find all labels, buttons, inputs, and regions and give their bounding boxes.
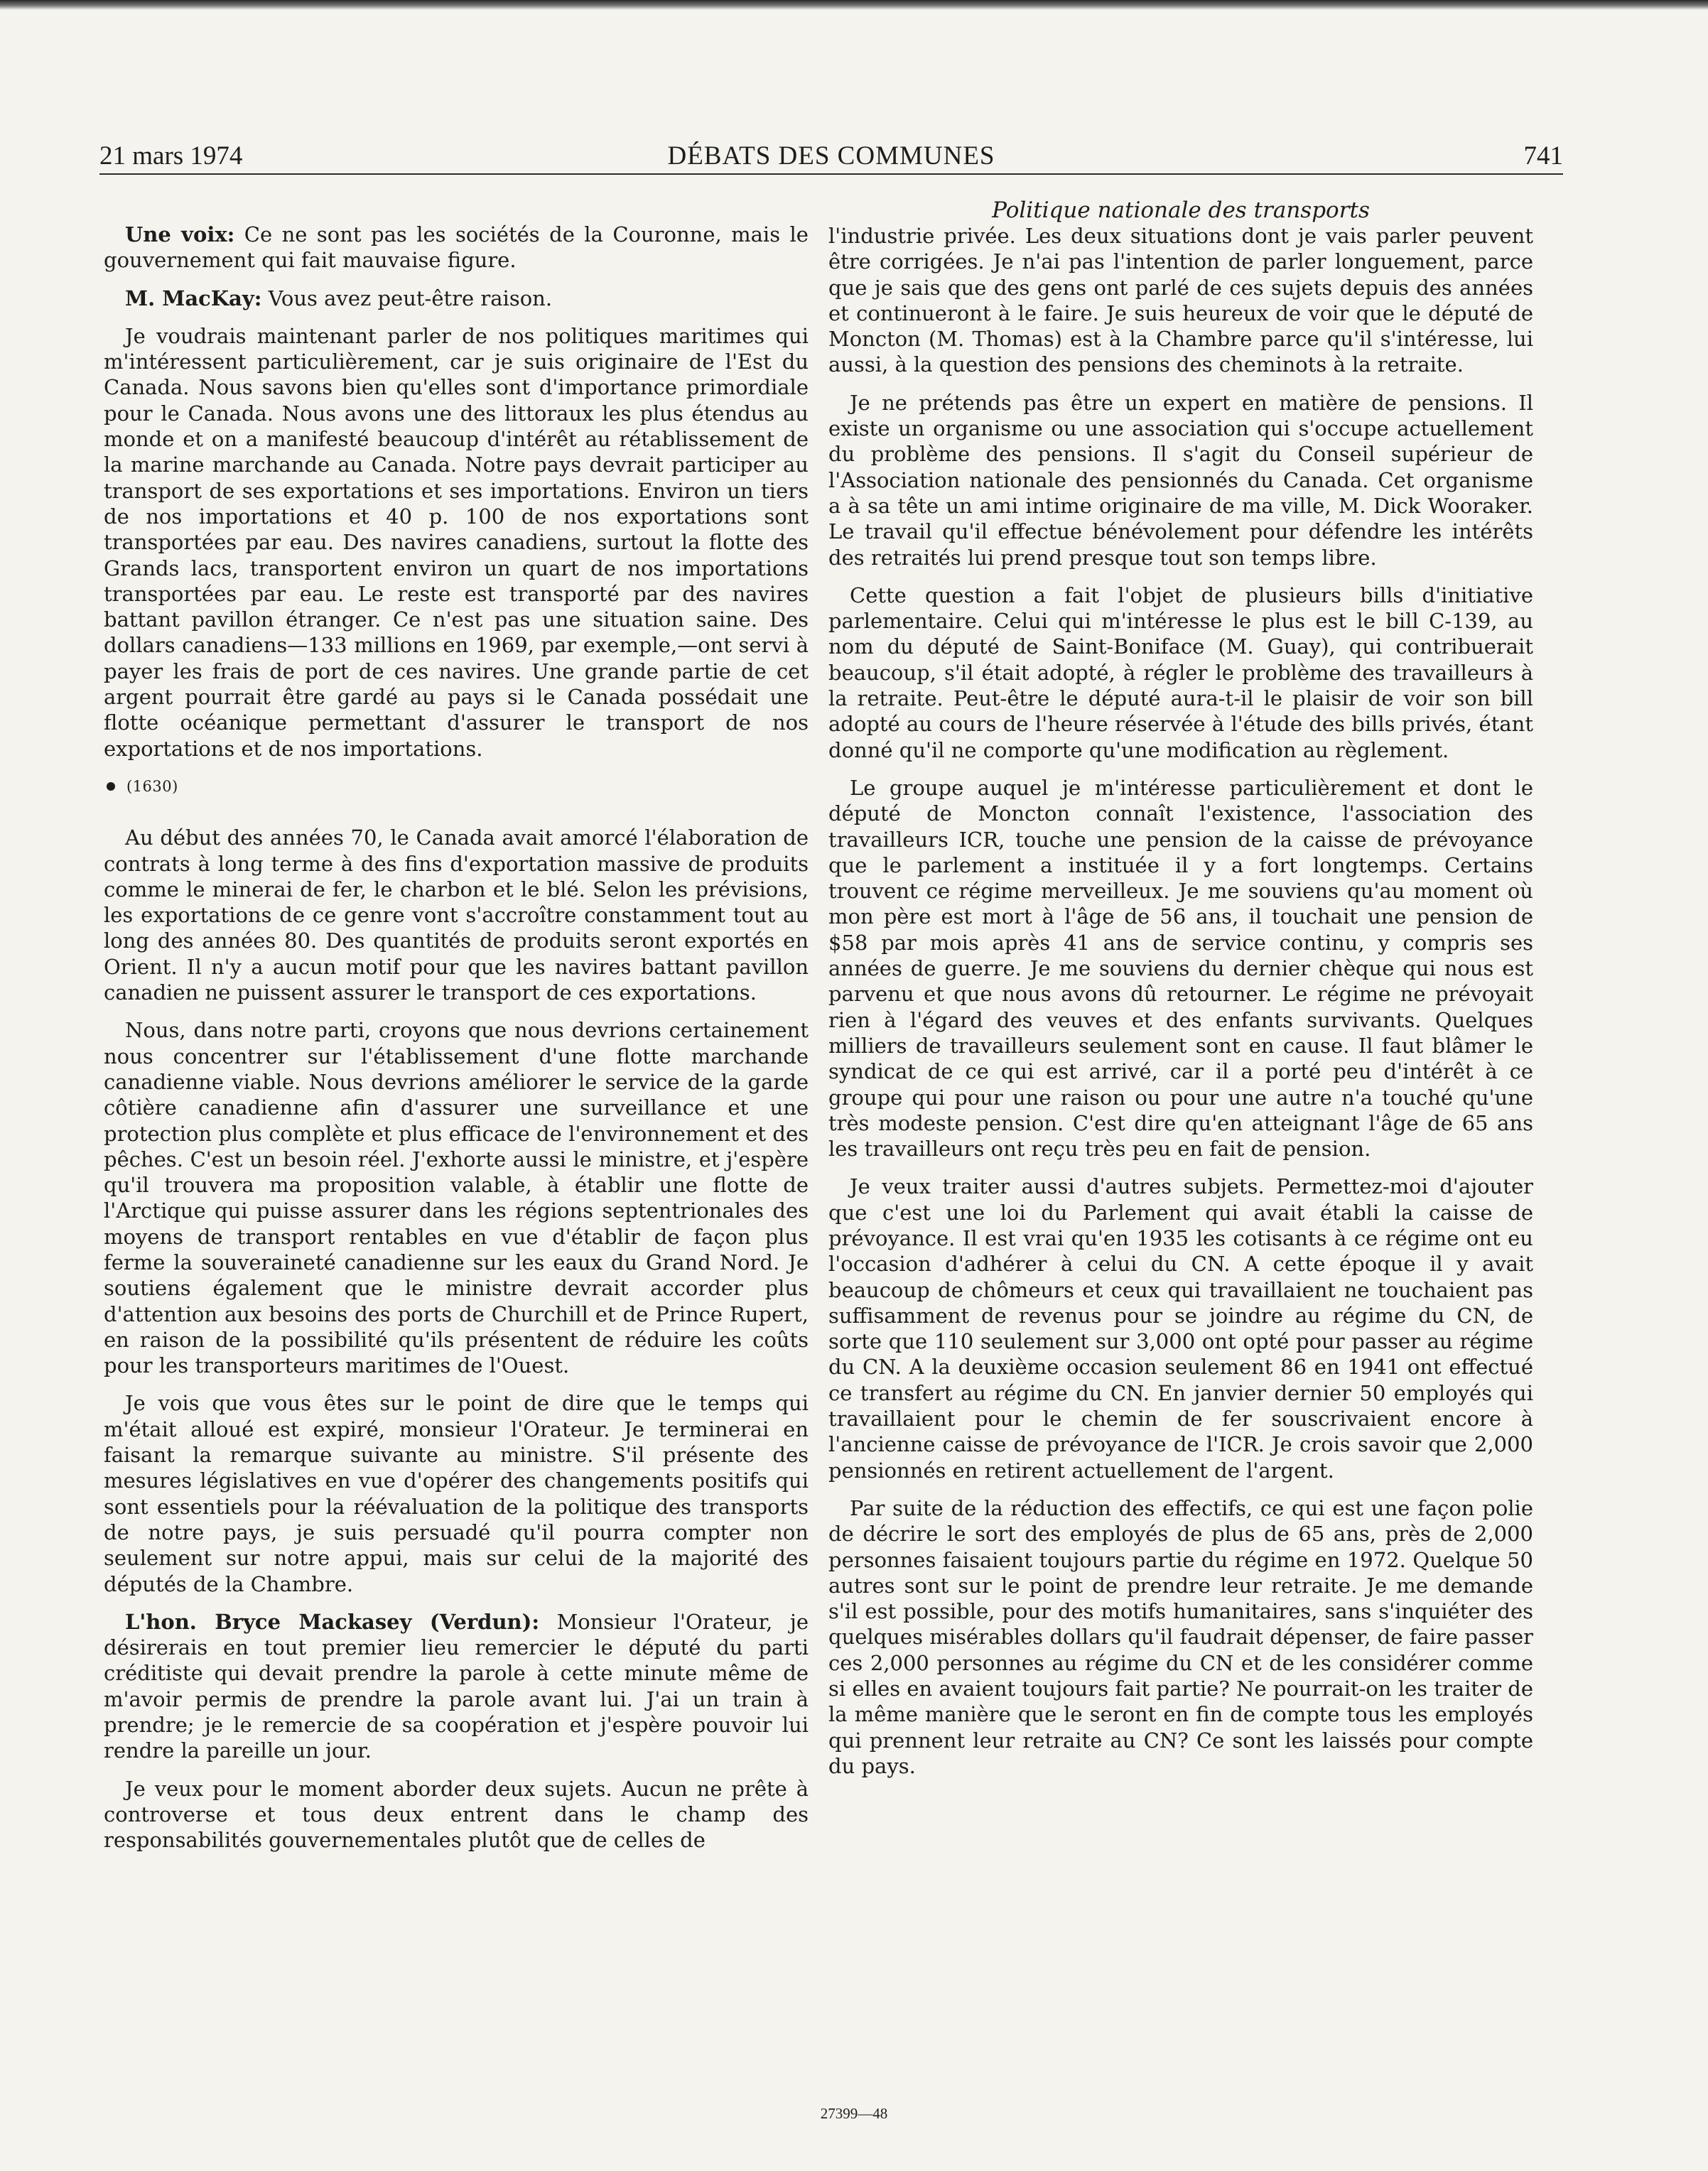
time-marker xyxy=(104,774,809,799)
header-date: 21 mars 1974 xyxy=(99,141,243,170)
speech-text: Ce ne sont pas les sociétés de la Couronne, mais le gouvernement qui fait mauvaise figure. xyxy=(104,222,809,273)
paragraph: Cette question a fait l'objet de plusieurs bills d'initiative parlementaire. Celui qui m'intéresse le plus est le bill C-139, au nom du député de Saint-Boniface (M. Guay), qui contribuerait beaucoup, s'il était adopté, à régler le problème des travailleurs à la retraite. Peut-être le député aura-t-il le plaisir de voir son bill adopté au cours de l'heure réservée à l'étude des bills privés, étant donné qu'il ne comporte qu'une modification au règlement. xyxy=(828,583,1533,762)
speaker-name: Une voix: xyxy=(125,222,235,247)
running-header xyxy=(99,138,1563,175)
speech-text: Monsieur l'Orateur, je désirerais en tout premier lieu remercier le député du parti créditiste qui devait prendre la parole à cette minute même de m'avoir permis de prendre la parole avant lui. J'ai un train à prendre; je le remercie de sa coopération et j'espère pouvoir lui rendre la pareille un jour. xyxy=(104,1609,809,1763)
speaker-name: L'hon. Bryce Mackasey (Verdun): xyxy=(125,1609,540,1634)
time-marker-text: (1630) xyxy=(126,777,178,795)
paragraph xyxy=(104,222,809,274)
footer-code: 27399—48 xyxy=(820,2105,888,2122)
paragraph: Je voudrais maintenant parler de nos politiques maritimes qui m'intéressent particulièrement, car je suis originaire de l'Est du Canada. Nous savons bien qu'elles sont d'importance primordiale pour le Canada. Nous avons une des littoraux les plus étendus au monde et on a manifesté beaucoup d'intérêt au rétablissement de la marine marchande au Canada. Notre pays devrait participer au transport de ses exportations et ses importations. Environ un tiers de nos importations et 40 p. 100 de nos exportations sont transportées par eau. Des navires canadiens, surtout la flotte des Grands lacs, transportent environ un quart de nos importations transportées par eau. Le reste est transporté par des navires battant pavillon étranger. Ce n'est pas une situation saine. Des dollars canadiens—133 millions en 1969, par exemple,—ont servi à payer les frais de port de ces navires. Une grande partie de cet argent pourrait être gardé au pays si le Canada possédait une flotte océanique permettant d'assurer le transport de nos exportations et de nos importations. xyxy=(104,323,809,761)
scan-edge xyxy=(0,0,1708,10)
paragraph xyxy=(104,286,809,311)
page-number: 741 xyxy=(1523,141,1563,170)
paragraph: Je vois que vous êtes sur le point de dire que le temps qui m'était alloué est expiré, monsieur l'Orateur. Je terminerai en faisant la remarque suivante au ministre. S'il présente des mesures législatives en vue d'opérer des changements positifs qui sont essentiels pour la réévaluation de la politique des transports de notre pays, je suis persuadé qu'il pourra compter non seulement sur notre appui, mais sur celui de la majorité des députés de la Chambre. xyxy=(104,1391,809,1596)
paragraph xyxy=(104,1609,809,1764)
section-subheading: Politique nationale des transports xyxy=(992,197,1370,223)
right-column xyxy=(828,197,1533,1791)
paragraph: Le groupe auquel je m'intéresse particulièrement et dont le député de Moncton connaît l'existence, l'association des travailleurs ICR, touche une pension de la caisse de prévoyance que le parlement a instituée il y a fort longtemps. Certains trouvent ce régime merveilleux. Je me souviens qu'au moment où mon père est mort à l'âge de 56 ans, il touchait une pension de $58 par mois après 41 ans de service continu, y compris ses années de guerre. Je me souviens du dernier chèque qui nous est parvenu et que nous avons dû retourner. Le régime ne prévoyait rien à l'égard des veuves et des enfants survivants. Quelques milliers de travailleurs seulement sont en cause. Il faut blâmer le syndicat de ce qui est arrivé, car il a porté peu d'intérêt à ce groupe qui pour une raison ou pour une autre n'a touché qu'une très modeste pension. C'est dire qu'en atteignant l'âge de 65 ans les travailleurs ont reçu très peu en fait de pension. xyxy=(828,775,1533,1162)
speaker-name: M. MacKay: xyxy=(125,286,262,310)
header-title: DÉBATS DES COMMUNES xyxy=(667,141,995,170)
paragraph: Je ne prétends pas être un expert en matière de pensions. Il existe un organisme ou une association qui s'occupe actuellement du problème des pensions. Il s'agit du Conseil supérieur de l'Association nationale des pensionnés du Canada. Cet organisme a à sa tête un ami intime originaire de ma ville, M. Dick Wooraker. Le travail qu'il effectue bénévolement pour défendre les intérêts des retraités lui prend presque tout son temps libre. xyxy=(828,390,1533,570)
paragraph: Au début des années 70, le Canada avait amorcé l'élaboration de contrats à long terme à des fins d'exportation massive de produits comme le minerai de fer, le charbon et le blé. Selon les prévisions, les exportations de ce genre vont s'accroître constamment tout au long des années 80. Des quantités de produits seront exportés en Orient. Il n'y a aucun motif pour que les navires battant pavillon canadien ne puissent assurer le transport de ces exportations. xyxy=(104,825,809,1005)
paragraph: Par suite de la réduction des effectifs, ce qui est une façon polie de décrire le sort des employés de plus de 65 ans, près de 2,000 personnes faisaient toujours partie du régime en 1972. Quelque 50 autres sont sur le point de prendre leur retraite. Je me demande s'il est possible, pour des motifs humanitaires, sans s'inquiéter des quelques misérables dollars qu'il faudrait dépenser, de faire passer ces 2,000 personnes au régime du CN et de les considérer comme si elles en avaient toujours fait partie? Ne pourrait-on les traiter de la même manière que le seront en fin de compte tous les employés qui prennent leur retraite au CN? Ce sont les laissés pour compte du pays. xyxy=(828,1495,1533,1778)
paragraph: l'industrie privée. Les deux situations dont je vais parler peuvent être corrigées. Je n'ai pas l'intention de parler longuement, parce que je sais que des gens ont parlé de ces sujets depuis des années et continueront à le faire. Je suis heureux de voir que le député de Moncton (M. Thomas) est à la Chambre parce qu'il s'intéresse, lui aussi, à la question des pensions des cheminots à la retraite. xyxy=(828,224,1533,377)
left-column xyxy=(104,222,809,1866)
paragraph: Nous, dans notre parti, croyons que nous devrions certainement nous concentrer sur l'établissement d'une flotte marchande canadienne viable. Nous devrions améliorer le service de la garde côtière canadienne afin d'assurer une surveillance et une protection plus complète et plus efficace de l'environnement et des pêches. C'est un besoin réel. J'exhorte aussi le ministre, et j'espère qu'il trouvera ma proposition valable, à établir une flotte de l'Arctique qui puisse assurer dans les régions septentrionales des moyens de transport rentables en vue d'établir de façon plus ferme la souveraineté canadienne sur les eaux du Grand Nord. Je soutiens également que le ministre devrait accorder plus d'attention aux besoins des ports de Churchill et de Prince Rupert, en raison de la possibilité qu'ils présentent de réduire les coûts pour les transporteurs maritimes de l'Ouest. xyxy=(104,1018,809,1378)
speech-text: Vous avez peut-être raison. xyxy=(261,286,553,310)
paragraph: Je veux traiter aussi d'autres subjets. Permettez-moi d'ajouter que c'est une loi du Parlement qui avait établi la caisse de prévoyance. Il est vrai qu'en 1935 les cotisants à ce régime ont eu l'occasion d'adhérer à celui du CN. A cette époque il y avait beaucoup de chômeurs et ceux qui travaillaient ne touchaient pas suffisamment de revenus pour se joindre au régime du CN, de sorte que 110 seulement sur 3,000 ont opté pour passer au régime du CN. A la deuxième occasion seulement 86 en 1941 ont effectué ce transfert au régime du CN. En janvier dernier 50 employés qui travaillaient pour le chemin de fer souscrivaient encore à l'ancienne caisse de prévoyance de l'ICR. Je crois savoir que 2,000 pensionnés en retirent actuellement de l'argent. xyxy=(828,1174,1533,1483)
bullet-icon xyxy=(107,782,115,791)
paragraph: Je veux pour le moment aborder deux sujets. Aucun ne prête à controverse et tous deux entrent dans le champ des responsabilités gouvernementales plutôt que de celles de xyxy=(104,1776,809,1853)
